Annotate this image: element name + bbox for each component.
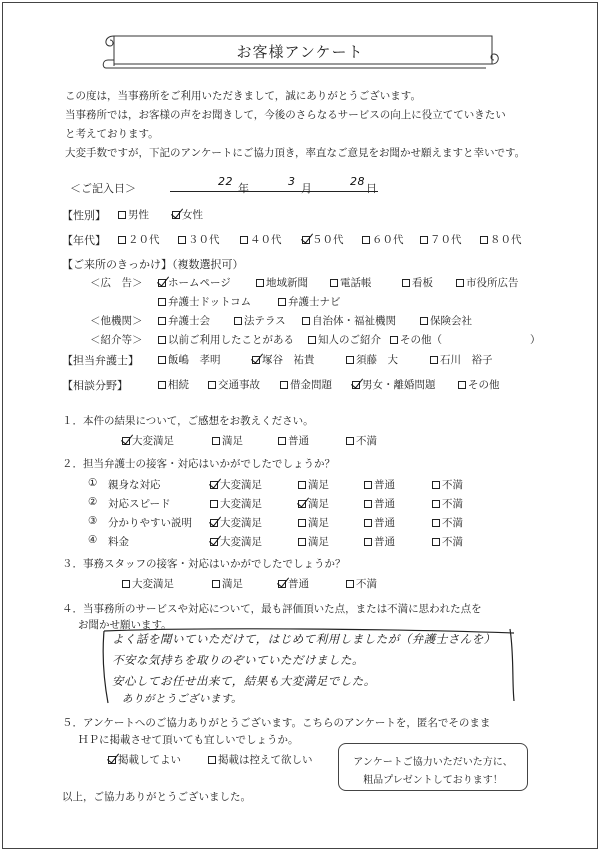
ads-signboard-checkbox[interactable] xyxy=(402,279,410,287)
field-label: 【相談分野】 xyxy=(62,379,128,392)
age-80s-checkbox[interactable] xyxy=(480,236,488,244)
q2-row-1-neutral-checkbox[interactable] xyxy=(364,481,372,489)
q4-question-line-2: お聞かせ願います。 xyxy=(78,619,172,631)
orgs-option-bar-association[interactable]: 弁護士会 xyxy=(158,313,210,328)
q5-allow-checkbox[interactable] xyxy=(108,756,116,764)
q2-row-2-very-satisfied[interactable]: 大変満足 xyxy=(210,496,262,511)
field-option-traffic[interactable]: 交通事故 xyxy=(208,377,260,392)
q4-question-line-1: ４．当事務所のサービスや対応について，最も評価頂いた点，または不満に思われた点を xyxy=(62,603,482,615)
trigger-label: 【ご来所のきっかけ】（複数選択可） xyxy=(62,258,244,271)
q2-row-4-neutral[interactable]: 普通 xyxy=(364,534,395,549)
q2-row-3-very-satisfied-checkbox[interactable] xyxy=(210,519,218,527)
referral-acquaintance-checkbox[interactable] xyxy=(308,336,316,344)
orgs-insurance-checkbox[interactable] xyxy=(420,317,428,325)
q3-dissatisfied-checkbox[interactable] xyxy=(346,580,354,588)
q2-row-2-neutral-checkbox[interactable] xyxy=(364,500,372,508)
q4-answer-line-3: 安心してお任せ出来て，結果も大変満足でした。 xyxy=(112,674,376,688)
q2-row-2-label: 対応スピード xyxy=(108,498,171,510)
field-other-checkbox[interactable] xyxy=(458,381,466,389)
field-option-inheritance[interactable]: 相続 xyxy=(158,377,189,392)
q4-answer-line-2: 不安な気持ちを取りのぞいていただけました。 xyxy=(112,653,364,667)
intro-line-1: この度は，当事務所をご利用いただきまして，誠にありがとうございます。 xyxy=(65,90,421,102)
entry-date-underline xyxy=(170,191,378,192)
field-debt-checkbox[interactable] xyxy=(280,381,288,389)
q2-row-1-number: ① xyxy=(88,477,98,489)
entry-date-year[interactable]: 22 xyxy=(218,175,233,188)
q3-option-satisfied[interactable]: 満足 xyxy=(212,576,243,591)
q2-row-3-satisfied-checkbox[interactable] xyxy=(298,519,306,527)
gender-label: 【性別】 xyxy=(62,209,106,222)
entry-date-month[interactable]: 3 xyxy=(288,175,296,188)
age-option-40s[interactable]: ４０代 xyxy=(240,232,282,247)
referral-option-previous[interactable]: 以前ご利用したことがある xyxy=(158,332,294,347)
ads-bengoshi-dotcom-checkbox[interactable] xyxy=(158,298,166,306)
ads-local-paper-checkbox[interactable] xyxy=(256,279,264,287)
q2-row-1-neutral[interactable]: 普通 xyxy=(364,477,395,492)
intro-line-2: 当事務所では，お客様の声をお聞きして，今後のさらなるサービスの向上に役立てていきたい xyxy=(65,109,506,121)
referral-previous-checkbox[interactable] xyxy=(158,336,166,344)
entry-date-year-unit: 年 xyxy=(238,182,249,195)
q2-row-3-label: 分かりやすい説明 xyxy=(108,517,192,529)
q5-option-decline[interactable]: 掲載は控えて欲しい xyxy=(208,752,313,767)
gender-female-checkbox[interactable] xyxy=(172,211,180,219)
gender-male-checkbox[interactable] xyxy=(118,211,126,219)
age-option-50s[interactable]: ５０代 xyxy=(302,232,344,247)
q4-answer-line-1: よく話を聞いていただけて，はじめて利用しましたが（弁護士さんを） xyxy=(112,632,496,646)
q2-row-1-satisfied-checkbox[interactable] xyxy=(298,481,306,489)
intro-line-4: 大変手数ですが，下記のアンケートにご協力頂き，率直なご意見をお聞かせ願えますと幸いです。 xyxy=(65,147,526,159)
q2-row-1-very-satisfied[interactable]: 大変満足 xyxy=(210,477,262,492)
q2-row-2-number: ② xyxy=(88,496,98,508)
q2-row-2-dissatisfied[interactable]: 不満 xyxy=(432,496,463,511)
q2-row-4-dissatisfied-checkbox[interactable] xyxy=(432,538,440,546)
q2-row-1-very-satisfied-checkbox[interactable] xyxy=(210,481,218,489)
age-option-80s[interactable]: ８０代 xyxy=(480,232,522,247)
page-title: お客様アンケート xyxy=(236,43,364,61)
q2-row-4-satisfied-checkbox[interactable] xyxy=(298,538,306,546)
q5-decline-checkbox[interactable] xyxy=(208,756,216,764)
q2-row-3-satisfied[interactable]: 満足 xyxy=(298,515,329,530)
ads-option-phonebook[interactable]: 電話帳 xyxy=(330,275,372,290)
age-30s-checkbox[interactable] xyxy=(178,236,186,244)
q2-question: ２．担当弁護士の接客・対応はいかがでしたでしょうか？ xyxy=(62,458,335,470)
lawyer-option-iijima[interactable]: 飯嶋 孝明 xyxy=(158,352,221,367)
age-option-70s[interactable]: ７０代 xyxy=(420,232,462,247)
ads-bengoshi-navi-checkbox[interactable] xyxy=(278,298,286,306)
lawyer-sudo-checkbox[interactable] xyxy=(346,356,354,364)
q1-option-very-satisfied[interactable]: 大変満足 xyxy=(122,433,174,448)
q2-row-3-very-satisfied[interactable]: 大変満足 xyxy=(210,515,262,530)
ads-label: ＜広 告＞ xyxy=(90,277,143,289)
q2-row-2-dissatisfied-checkbox[interactable] xyxy=(432,500,440,508)
q3-neutral-checkbox[interactable] xyxy=(278,580,286,588)
ads-option-homepage[interactable]: ホームページ xyxy=(158,275,231,290)
ads-option-local-paper[interactable]: 地域新聞 xyxy=(256,275,308,290)
q3-question: ３．事務スタッフの接客・対応はいかがでしたでしょうか？ xyxy=(62,558,346,570)
q2-row-2-satisfied-checkbox[interactable] xyxy=(298,500,306,508)
q5-question-line-1: ５．アンケートへのご協力ありがとうございます。こちらのアンケートを，匿名でそのまま xyxy=(62,717,491,729)
q1-satisfied-checkbox[interactable] xyxy=(212,437,220,445)
q3-option-dissatisfied[interactable]: 不満 xyxy=(346,576,377,591)
lawyer-option-tsukaya[interactable]: 塚谷 祐貴 xyxy=(252,352,315,367)
q2-row-3-neutral-checkbox[interactable] xyxy=(364,519,372,527)
ads-option-city-hall[interactable]: 市役所広告 xyxy=(456,275,519,290)
age-label: 【年代】 xyxy=(62,234,106,247)
q1-option-dissatisfied[interactable]: 不満 xyxy=(346,433,377,448)
orgs-bar-association-checkbox[interactable] xyxy=(158,317,166,325)
q2-row-4-satisfied[interactable]: 満足 xyxy=(298,534,329,549)
q2-row-4-label: 料金 xyxy=(108,536,129,548)
orgs-houterasu-checkbox[interactable] xyxy=(234,317,242,325)
q2-row-4-very-satisfied[interactable]: 大変満足 xyxy=(210,534,262,549)
q1-option-satisfied[interactable]: 満足 xyxy=(212,433,243,448)
q2-row-3-dissatisfied[interactable]: 不満 xyxy=(432,515,463,530)
referral-option-acquaintance[interactable]: 知人のご紹介 xyxy=(308,332,381,347)
q1-neutral-checkbox[interactable] xyxy=(278,437,286,445)
entry-date-day[interactable]: 28 xyxy=(350,175,365,188)
gift-notice-line-1: アンケートご協力いただいた方に、 xyxy=(353,757,513,768)
age-40s-checkbox[interactable] xyxy=(240,236,248,244)
q2-row-3-dissatisfied-checkbox[interactable] xyxy=(432,519,440,527)
referral-option-other[interactable]: その他（ xyxy=(390,332,442,347)
lawyer-option-sudo[interactable]: 須藤 大 xyxy=(346,352,398,367)
ads-city-hall-checkbox[interactable] xyxy=(456,279,464,287)
q2-row-2-satisfied[interactable]: 満足 xyxy=(298,496,329,511)
referral-other-checkbox[interactable] xyxy=(390,336,398,344)
q2-row-1-label: 親身な対応 xyxy=(108,479,161,491)
q2-row-1-dissatisfied-checkbox[interactable] xyxy=(432,481,440,489)
title-banner xyxy=(100,30,500,74)
gift-notice-box xyxy=(338,743,528,791)
age-70s-checkbox[interactable] xyxy=(420,236,428,244)
gender-option-female[interactable]: 女性 xyxy=(172,207,203,222)
entry-date-day-unit: 日 xyxy=(366,182,377,195)
age-option-20s[interactable]: ２０代 xyxy=(118,232,160,247)
q3-satisfied-checkbox[interactable] xyxy=(212,580,220,588)
gift-notice-line-2: 粗品プレゼントしております！ xyxy=(363,775,503,786)
referral-other-close: ） xyxy=(530,334,541,346)
orgs-option-municipality[interactable]: 自治体・福祉機関 xyxy=(302,313,396,328)
age-60s-checkbox[interactable] xyxy=(362,236,370,244)
q2-row-2-very-satisfied-checkbox[interactable] xyxy=(210,500,218,508)
q3-very-satisfied-checkbox[interactable] xyxy=(122,580,130,588)
lawyer-label: 【担当弁護士】 xyxy=(62,354,139,367)
orgs-option-houterasu[interactable]: 法テラス xyxy=(234,313,286,328)
ads-homepage-checkbox[interactable] xyxy=(158,279,166,287)
q4-answer-area[interactable] xyxy=(100,625,518,707)
entry-date-month-unit: 月 xyxy=(301,182,312,195)
q2-row-3-number: ③ xyxy=(88,515,98,527)
age-option-30s[interactable]: ３０代 xyxy=(178,232,220,247)
intro-line-3: と考えております。 xyxy=(65,128,159,140)
lawyer-tsukaya-checkbox[interactable] xyxy=(252,356,260,364)
orgs-label: ＜他機関＞ xyxy=(90,315,143,327)
orgs-option-insurance[interactable]: 保険会社 xyxy=(420,313,472,328)
q2-row-4-dissatisfied[interactable]: 不満 xyxy=(432,534,463,549)
gender-option-male[interactable]: 男性 xyxy=(118,207,149,222)
entry-date-label: ＜ご記入日＞ xyxy=(70,182,136,195)
q3-option-neutral[interactable]: 普通 xyxy=(278,576,309,591)
q2-row-4-neutral-checkbox[interactable] xyxy=(364,538,372,546)
q2-row-1-satisfied[interactable]: 満足 xyxy=(298,477,329,492)
q1-very-satisfied-checkbox[interactable] xyxy=(122,437,130,445)
age-20s-checkbox[interactable] xyxy=(118,236,126,244)
field-traffic-checkbox[interactable] xyxy=(208,381,216,389)
field-option-divorce[interactable]: 男女・離婚問題 xyxy=(352,377,436,392)
q5-option-allow[interactable]: 掲載してよい xyxy=(108,752,181,767)
q4-answer-line-4: ありがとうございます。 xyxy=(122,693,243,705)
q2-row-3-neutral[interactable]: 普通 xyxy=(364,515,395,530)
field-inheritance-checkbox[interactable] xyxy=(158,381,166,389)
lawyer-option-ishikawa[interactable]: 石川 裕子 xyxy=(430,352,493,367)
q1-dissatisfied-checkbox[interactable] xyxy=(346,437,354,445)
ads-phonebook-checkbox[interactable] xyxy=(330,279,338,287)
age-option-60s[interactable]: ６０代 xyxy=(362,232,404,247)
q2-row-1-dissatisfied[interactable]: 不満 xyxy=(432,477,463,492)
lawyer-iijima-checkbox[interactable] xyxy=(158,356,166,364)
lawyer-ishikawa-checkbox[interactable] xyxy=(430,356,438,364)
q1-question: １．本件の結果について，ご感想をお教えください。 xyxy=(62,415,314,427)
age-50s-checkbox[interactable] xyxy=(302,236,310,244)
closing-text: 以上，ご協力ありがとうございました。 xyxy=(62,791,251,803)
field-divorce-checkbox[interactable] xyxy=(352,381,360,389)
q1-option-neutral[interactable]: 普通 xyxy=(278,433,309,448)
ads-option-signboard[interactable]: 看板 xyxy=(402,275,433,290)
orgs-municipality-checkbox[interactable] xyxy=(302,317,310,325)
q2-row-4-number: ④ xyxy=(88,534,98,546)
field-option-other[interactable]: その他 xyxy=(458,377,500,392)
q5-question-line-2: ＨＰに掲載させて頂いても宜しいでしょうか。 xyxy=(78,734,299,746)
q2-row-4-very-satisfied-checkbox[interactable] xyxy=(210,538,218,546)
q2-row-2-neutral[interactable]: 普通 xyxy=(364,496,395,511)
field-option-debt[interactable]: 借金問題 xyxy=(280,377,332,392)
q3-option-very-satisfied[interactable]: 大変満足 xyxy=(122,576,174,591)
ads-option-bengoshi-navi[interactable]: 弁護士ナビ xyxy=(278,294,341,309)
ads-option-bengoshi-dotcom[interactable]: 弁護士ドットコム xyxy=(158,294,251,309)
referral-label: ＜紹介等＞ xyxy=(90,334,143,346)
